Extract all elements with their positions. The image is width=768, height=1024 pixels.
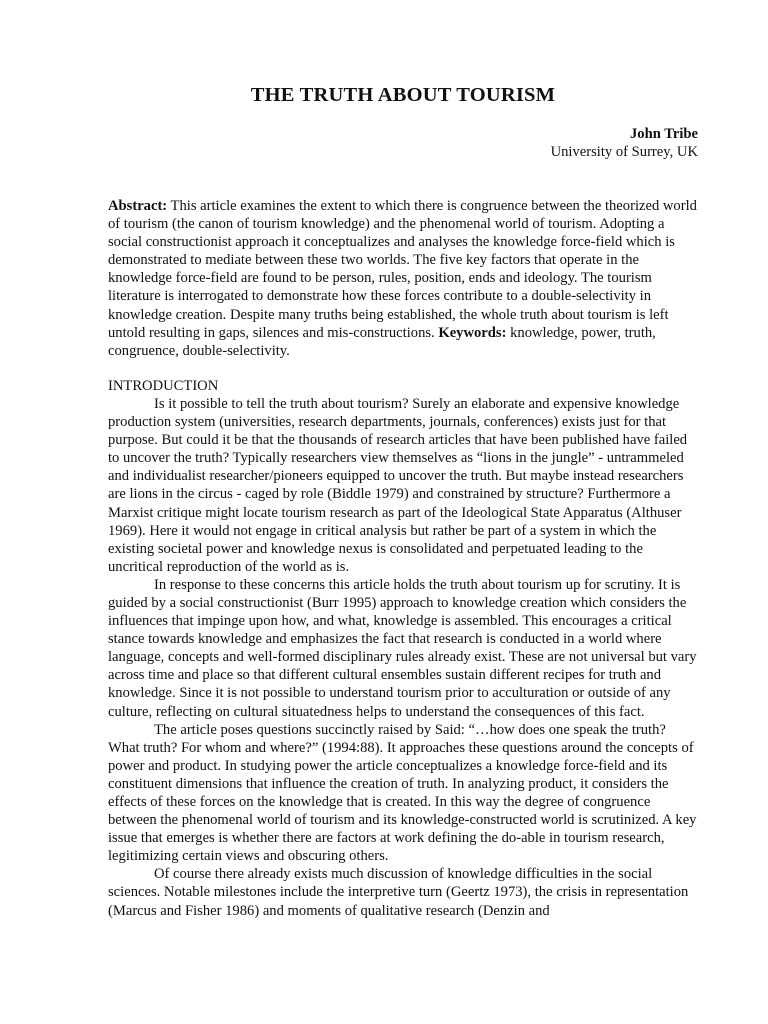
abstract	[108, 197, 698, 360]
body-paragraph: The article poses questions succinctly raised by Said: “…how does one speak the truth? What truth? For whom and where?” (1994:88). It approaches these questions around the concepts of power and product. In studying power the article conceptualizes a knowledge force-field and its constituent dimensions that influence the creation of truth. In analyzing product, it considers the effects of these forces on the knowledge that is created. In this way the degree of congruence between the phenomenal world of tourism and its knowledge-constructed world is scrutinized. A key issue that emerges is whether there are factors at work defining the do-able in tourism research, legitimizing certain views and obscuring others.	[108, 721, 697, 865]
section-heading: INTRODUCTION	[108, 377, 219, 394]
body-paragraph: Is it possible to tell the truth about tourism? Surely an elaborate and expensive knowledge production system (universities, research departments, journals, conferences) exists just for that purpose. But could it be that the thousands of research articles that have been published have failed to uncover the truth? Typically researchers view themselves as “lions in the jungle” - untrammeled and individualist researcher/pioneers equipped to uncover the truth. But maybe instead researchers are lions in the circus - caged by role (Biddle 1979) and constrained by structure? Furthermore a Marxist critique might locate tourism research as part of the Ideological State Apparatus (Althuser 1969). Here it would not engage in critical analysis but rather be part of a system in which the existing societal power and knowledge nexus is consolidated and perpetuated leading to the uncritical reproduction of the world as is.	[108, 395, 688, 575]
abstract-text: This article examines the extent to which there is congruence between the theorized world of tourism (the canon of tourism knowledge) and the phenomenal world of tourism. Adopting a social constructionist approach it conceptualizes and analyses the knowledge force-field which is demonstrated to mediate between these two worlds. The five key factors that operate in the knowledge force-field are found to be person, rules, position, ends and ideology. The tourism literature is interrogated to demonstrate how these forces contribute to a double-selectivity in knowledge creation. Despite many truths being established, the whole truth about tourism is left untold resulting in gaps, silences and mis-constructions.	[108, 198, 697, 341]
abstract-label: Abstract:	[108, 198, 168, 214]
body-paragraph: In response to these concerns this article holds the truth about tourism up for scrutiny. It is guided by a social constructionist (Burr 1995) approach to knowledge creation which considers the influences that impinge upon how, and what, knowledge is assembled. This encourages a critical stance towards knowledge and emphasizes the fact that research is conducted in a world where language, concepts and well-formed disciplinary rules already exist. These are not universal but vary across time and place so that different cultural ensembles sustain different recipes for truth and knowledge. Since it is not possible to understand tourism prior to acculturation or outside of any culture, reflecting on cultural situatedness helps to understand the consequences of this fact.	[108, 576, 697, 720]
body-paragraph: Of course there already exists much discussion of knowledge difficulties in the social sciences. Notable milestones include the interpretive turn (Geertz 1973), the crisis in representation (Marcus and Fisher 1986) and moments of qualitative research (Denzin and	[108, 866, 689, 919]
author-affiliation: University of Surrey, UK	[550, 144, 698, 160]
paper-title: THE TRUTH ABOUT TOURISM	[250, 84, 556, 106]
author-name: John Tribe	[630, 126, 698, 142]
author-block	[108, 125, 698, 161]
keywords-label: Keywords:	[438, 324, 507, 341]
keywords-text: knowledge, power, truth, congruence, double-selectivity.	[108, 324, 656, 359]
